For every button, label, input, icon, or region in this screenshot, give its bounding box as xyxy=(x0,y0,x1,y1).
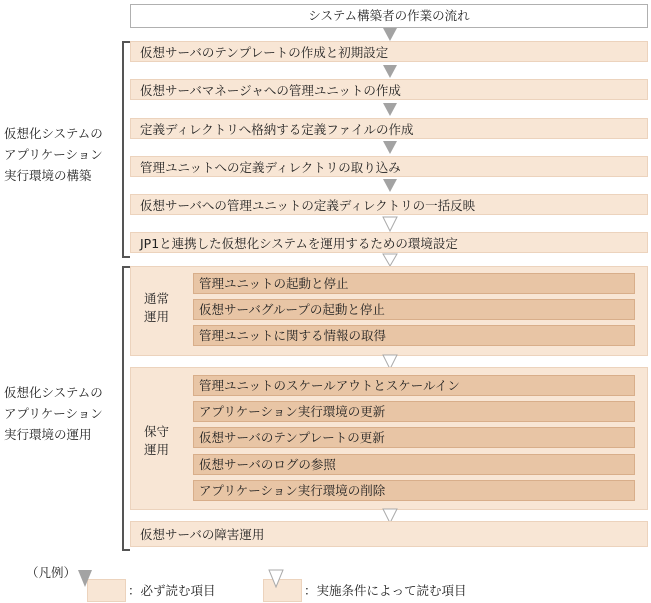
conditional-arrow-icon xyxy=(382,216,398,232)
maintenance-item: 仮想サーバのログの参照 xyxy=(193,454,635,475)
required-arrow-icon xyxy=(383,141,397,154)
build-step: JP1と連携した仮想化システムを運用するための環境設定 xyxy=(130,232,648,253)
legend-title: （凡例） xyxy=(26,565,77,580)
maintenance-item: アプリケーション実行環境の削除 xyxy=(193,480,635,501)
legend-required-text: ：必ず読む項目 xyxy=(128,583,216,598)
normal-item: 管理ユニットの起動と停止 xyxy=(193,273,635,294)
group-label-line: 運用 xyxy=(144,309,170,324)
operate-bracket xyxy=(122,266,130,551)
normal-item: 管理ユニットに関する情報の取得 xyxy=(193,325,635,346)
maintenance-item: アプリケーション実行環境の更新 xyxy=(193,401,635,422)
legend-conditional-text: ：実施条件によって読む項目 xyxy=(304,583,467,598)
diagram-title: システム構築者の作業の流れ xyxy=(130,4,648,28)
build-step: 仮想サーバマネージャへの管理ユニットの作成 xyxy=(130,79,648,100)
group-label-line: 運用 xyxy=(144,442,170,457)
build-step: 定義ディレクトリへ格納する定義ファイルの作成 xyxy=(130,118,648,139)
normal-operation-label xyxy=(144,290,169,326)
normal-item: 仮想サーバグループの起動と停止 xyxy=(193,299,635,320)
build-bracket xyxy=(122,41,130,258)
side-label-line: アプリケーション xyxy=(4,406,103,421)
operate-side-label xyxy=(4,382,103,445)
build-step: 仮想サーバへの管理ユニットの定義ディレクトリの一括反映 xyxy=(130,194,648,215)
side-label-line: 仮想化システムの xyxy=(4,126,103,141)
required-arrow-icon xyxy=(78,570,92,587)
conditional-arrow-icon xyxy=(268,569,284,588)
build-step: 管理ユニットへの定義ディレクトリの取り込み xyxy=(130,156,648,177)
group-label-line: 保守 xyxy=(144,424,170,439)
group-label-line: 通常 xyxy=(144,291,170,306)
side-label-line: アプリケーション xyxy=(4,147,103,162)
legend-required-box xyxy=(87,579,126,602)
maintenance-item: 仮想サーバのテンプレートの更新 xyxy=(193,427,635,448)
required-arrow-icon xyxy=(383,65,397,78)
side-label-line: 実行環境の運用 xyxy=(4,427,92,442)
required-arrow-icon xyxy=(383,28,397,41)
side-label-line: 仮想化システムの xyxy=(4,385,103,400)
maintenance-operation-label xyxy=(144,423,169,459)
failure-operation-step: 仮想サーバの障害運用 xyxy=(130,521,648,547)
conditional-arrow-icon xyxy=(382,253,398,267)
build-step: 仮想サーバのテンプレートの作成と初期設定 xyxy=(130,41,648,62)
required-arrow-icon xyxy=(383,103,397,116)
build-side-label xyxy=(4,123,103,186)
side-label-line: 実行環境の構築 xyxy=(4,168,92,183)
maintenance-item: 管理ユニットのスケールアウトとスケールイン xyxy=(193,375,635,396)
required-arrow-icon xyxy=(383,179,397,192)
